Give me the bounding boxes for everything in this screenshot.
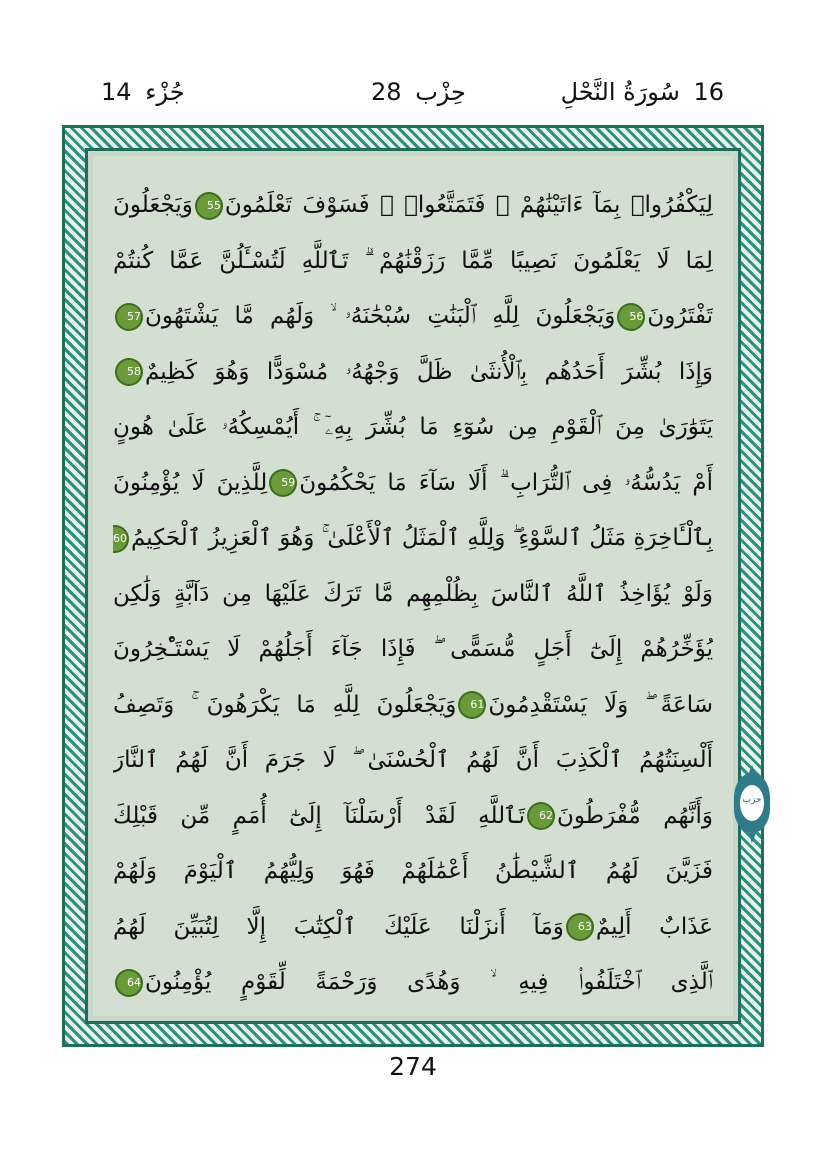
juz-number: 14: [101, 78, 132, 106]
ayah-number-marker: 56: [619, 305, 643, 329]
verse-text-continued: وَيَجْعَلُونَ لِلَّهِ ٱلْبَنَٰتِ سُبْحَٰنَهُۥ ۙ وَلَهُم مَّا يَشْتَهُونَ: [145, 303, 616, 329]
verse-text: لِيَكْفُرُوا۟ بِمَآ ءَاتَيْنَٰهُمْ ۚ فَتَمَتَّعُوا۟ ۖ فَسَوْفَ تَعْلَمُونَ: [224, 192, 713, 218]
verse-line: [113, 622, 713, 678]
verse-line: [113, 900, 713, 956]
verse-text-continued: وَمَآ أَنزَلْنَا عَلَيْكَ ٱلْكِتَٰبَ إِلَّا لِتُبَيِّنَ لَهُمُ: [113, 913, 564, 940]
verse-line: [113, 234, 713, 290]
verse-line: [113, 178, 713, 234]
hizb-marker-label: حزب: [742, 795, 762, 805]
verse-text: فَزَيَّنَ لَهُمُ ٱلشَّيْطَٰنُ أَعْمَٰلَهُمْ فَهُوَ وَلِيُّهُمُ ٱلْيَوْمَ وَلَهُمْ: [113, 858, 713, 884]
verse-text: ٱلَّذِى ٱخْتَلَفُوا۟ فِيهِ ۙ وَهُدًى وَرَحْمَةً لِّقَوْمٍ يُؤْمِنُونَ: [145, 969, 713, 995]
frame-inner-border: [85, 148, 741, 1024]
juz-label: جُزْء: [145, 78, 185, 106]
verse-text: أَمْ يَدُسُّهُۥ فِى ٱلتُّرَابِ ۗ أَلَا سَآءَ مَا يَحْكُمُونَ: [299, 469, 713, 496]
hizb-marker: [731, 765, 773, 850]
verse-line: [113, 400, 713, 456]
verse-text: سَاعَةً ۖ وَلَا يَسْتَقْدِمُونَ: [488, 691, 713, 718]
hizb-marker-icon: [734, 773, 770, 833]
surah-indicator: [561, 78, 730, 106]
ayah-number-marker: 62: [529, 804, 553, 828]
page-number: 274: [389, 1052, 437, 1081]
verse-line: [113, 511, 713, 567]
verse-text: أَلْسِنَتُهُمُ ٱلْكَذِبَ أَنَّ لَهُمُ ٱلْحُسْنَىٰ ۖ لَا جَرَمَ أَنَّ لَهُمُ ٱلنَّارَ: [113, 747, 713, 773]
ayah-number-marker: 61: [460, 693, 484, 717]
ayah-number-marker: 57: [117, 305, 141, 329]
verse-line: [113, 789, 713, 845]
text-panel: [93, 156, 733, 1016]
ayah-number-marker: 63: [568, 915, 592, 939]
ornamental-frame: [62, 125, 764, 1047]
verse-text: لِمَا لَا يَعْلَمُونَ نَصِيبًا مِّمَّا رَزَقْنَٰهُمْ ۗ تَٱللَّهِ لَتُسْـَٔلُنَّ عَمَّا كُنتُمْ: [113, 247, 713, 274]
ayah-number-marker: 60: [113, 527, 127, 551]
verse-text: وَإِذَا بُشِّرَ أَحَدُهُم بِٱلْأُنثَىٰ ظَلَّ وَجْهُهُۥ مُسْوَدًّا وَهُوَ كَظِيمٌ: [145, 358, 713, 385]
verse-text: وَلَوْ يُؤَاخِذُ ٱللَّهُ ٱلنَّاسَ بِظُلْمِهِم مَّا تَرَكَ عَلَيْهَا مِن دَآبَّةٍ وَلَٰكِن: [113, 580, 713, 607]
verse-text: عَذَابٌ أَلِيمٌ: [595, 913, 713, 940]
verse-text-continued: لِلَّذِينَ لَا يُؤْمِنُونَ: [113, 469, 268, 496]
ayah-number-marker: 64: [117, 971, 141, 995]
verse-text-continued: تَٱللَّهِ لَقَدْ أَرْسَلْنَآ إِلَىٰٓ أُمَمٍ مِّن قَبْلِكَ: [113, 802, 526, 829]
hizb-number: 28: [371, 78, 402, 106]
surah-number: 16: [693, 78, 724, 106]
verse-line: [113, 289, 713, 345]
verse-lines: [113, 178, 713, 1011]
verse-line: [113, 733, 713, 789]
verse-text: يَتَوَٰرَىٰ مِنَ ٱلْقَوْمِ مِن سُوٓءِ مَا بُشِّرَ بِهِۦٓ ۚ أَيُمْسِكُهُۥ عَلَىٰ هُونٍ: [113, 414, 713, 440]
verse-text-continued: وَيَجْعَلُونَ لِلَّهِ مَا يَكْرَهُونَ ۚ وَتَصِفُ: [113, 691, 457, 718]
hizb-indicator: [365, 78, 466, 106]
verse-text: بِٱلْـَٔاخِرَةِ مَثَلُ ٱلسَّوْءِ ۖ وَلِلَّهِ ٱلْمَثَلُ ٱلْأَعْلَىٰ ۚ وَهُوَ ٱلْعَزِيزُ ٱلْحَكِيمُ: [130, 525, 713, 551]
hizb-label: حِزْب: [415, 78, 466, 106]
ayah-number-marker: 58: [117, 360, 141, 384]
page-header: [95, 78, 730, 118]
verse-text: وَأَنَّهُم مُّفْرَطُونَ: [557, 802, 713, 829]
hizb-marker-bottom-tip: [748, 833, 756, 843]
verse-line: [113, 844, 713, 900]
juz-indicator: [95, 78, 185, 106]
verse-line: [113, 567, 713, 623]
verse-line: [113, 678, 713, 734]
hizb-marker-center: [740, 785, 764, 821]
verse-line: [113, 456, 713, 512]
verse-line: [113, 955, 713, 1011]
verse-text-continued: وَيَجْعَلُونَ: [113, 192, 193, 218]
ayah-number-marker: 55: [197, 194, 221, 218]
surah-name: سُورَةُ النَّحْلِ: [560, 78, 680, 106]
verse-text: يُؤَخِّرُهُمْ إِلَىٰٓ أَجَلٍ مُّسَمًّى ۖ فَإِذَا جَآءَ أَجَلُهُمْ لَا يَسْتَـْٔخِرُونَ: [113, 636, 713, 662]
ayah-number-marker: 59: [271, 471, 295, 495]
verse-line: [113, 345, 713, 401]
verse-text: تَفْتَرُونَ: [647, 303, 713, 329]
